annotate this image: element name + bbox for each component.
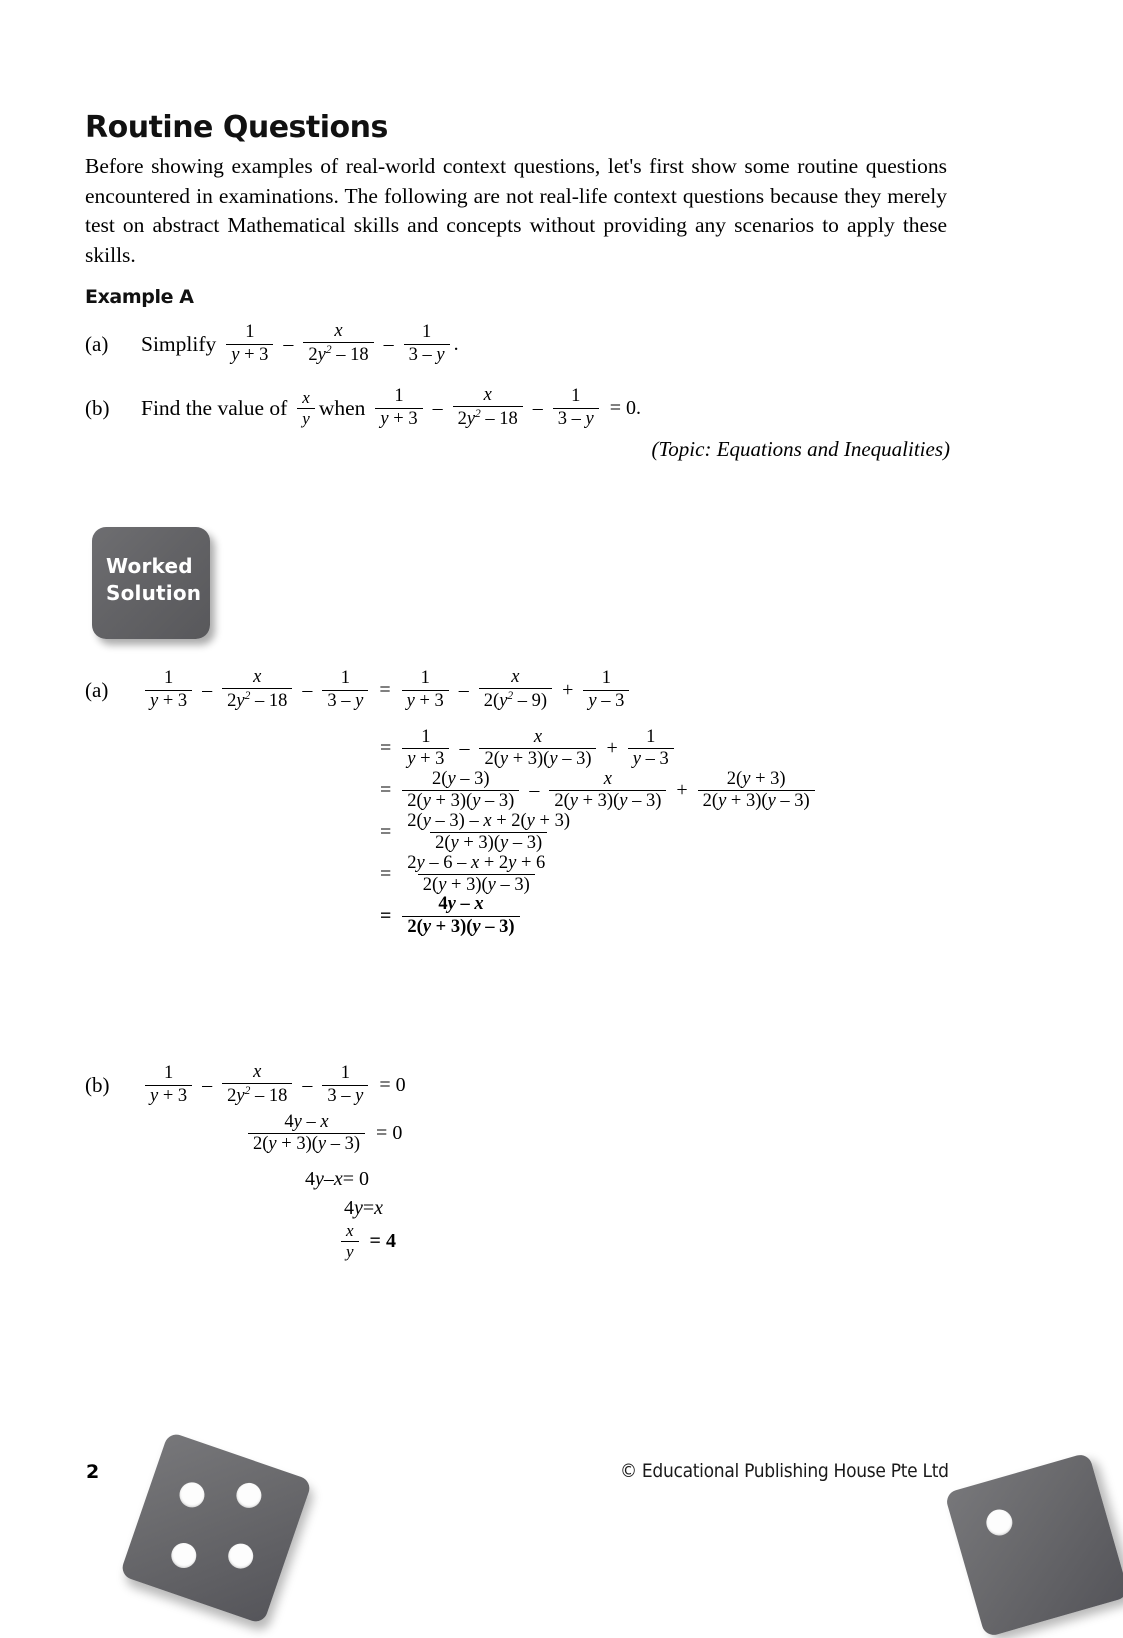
equals-sign: = — [380, 904, 392, 927]
denominator: y + 3 — [375, 408, 422, 429]
worked-solution-line-1: Worked — [106, 554, 193, 578]
operator: – — [529, 779, 540, 802]
numerator: 1 — [421, 322, 432, 343]
solution-b-final-answer — [337, 1222, 403, 1261]
die-pip — [233, 1480, 265, 1512]
numerator: x — [483, 385, 492, 405]
denominator: $2y^2 - 18$ — [222, 1083, 292, 1107]
question-a-fraction-1 — [226, 323, 273, 365]
question-b-prompt-1: Find the value of — [141, 395, 288, 420]
fraction — [402, 854, 550, 896]
question-a-period: . — [453, 332, 459, 355]
operator: – — [302, 678, 313, 701]
denominator: 2(y + 3)(y – 3) — [479, 748, 596, 769]
fraction — [402, 895, 519, 937]
operator: – — [459, 737, 470, 760]
fraction — [145, 669, 192, 711]
numerator: x — [603, 768, 612, 789]
solution-a-line-5 — [373, 854, 819, 896]
fraction — [322, 669, 368, 711]
numerator: 1 — [163, 1063, 174, 1084]
denominator: 2(y + 3)(y – 3) — [549, 790, 666, 811]
denominator: y + 3 — [145, 1085, 192, 1106]
fraction — [583, 669, 629, 711]
denominator: 2(y + 3)(y – 3) — [698, 790, 815, 811]
solution-b-line-3: 4 y – x = 0 — [305, 1168, 370, 1190]
die-pip — [168, 1540, 200, 1572]
denominator: 2(y + 3)(y – 3) — [418, 874, 535, 895]
solution-b-label: (b) — [85, 1072, 110, 1097]
question-b-ratio-xy — [297, 389, 315, 428]
numerator: 2(y – 3) – x + 2(y + 3) — [407, 810, 570, 831]
operator: – — [302, 1073, 313, 1096]
operator: – — [458, 678, 469, 701]
denominator: y + 3 — [402, 748, 449, 769]
fraction — [479, 728, 596, 770]
fraction — [628, 728, 674, 770]
equals-sign: = — [380, 779, 392, 802]
fraction — [402, 669, 449, 711]
operator: + — [562, 678, 574, 701]
operator: – — [202, 678, 213, 701]
operator: + — [606, 737, 618, 760]
die-pip — [983, 1506, 1015, 1538]
question-a — [85, 322, 459, 366]
solution-b-line-4: 4 y = x — [344, 1197, 384, 1219]
fraction — [145, 1064, 192, 1106]
numerator: 1 — [420, 668, 430, 689]
worked-solution-badge — [92, 527, 210, 639]
numerator: x — [302, 387, 310, 407]
numerator: 1 — [163, 668, 174, 689]
operator-minus-2: – — [532, 396, 543, 419]
numerator: 1 — [646, 727, 656, 747]
fraction — [322, 1064, 368, 1106]
fraction — [248, 1113, 365, 1155]
operator: + — [676, 779, 688, 802]
question-b-label: (b) — [85, 395, 110, 420]
denominator: y + 3 — [226, 344, 273, 365]
equals-sign: = — [379, 678, 391, 701]
question-b-prompt-2: when — [318, 395, 366, 420]
denominator: 3 – y — [322, 1085, 368, 1106]
numerator: 1 — [340, 1063, 350, 1084]
die-pip — [176, 1479, 208, 1511]
denominator: 2(y + 3)(y – 3) — [430, 832, 547, 853]
numerator: 1 — [601, 668, 611, 689]
question-b-fraction-1 — [375, 387, 422, 429]
equals-sign: = — [380, 737, 392, 760]
copyright-notice: © Educational Publishing House Pte Ltd — [620, 1460, 949, 1482]
numerator: 4y – x — [438, 894, 484, 915]
fraction — [698, 770, 815, 812]
numerator: 2(y – 3) — [432, 768, 490, 789]
topic-note: (Topic: Equations and Inequalities) — [651, 437, 950, 461]
denominator: 3 – y — [404, 344, 450, 365]
die-one-pip-icon — [944, 1452, 1123, 1638]
solution-a-continuation — [373, 728, 819, 937]
numerator: 4y – x — [284, 1112, 329, 1132]
page-number: 2 — [86, 1461, 100, 1483]
example-heading: Example A — [85, 286, 194, 308]
numerator: 2y – 6 – x + 2y + 6 — [407, 852, 546, 873]
denominator: y — [341, 1241, 359, 1261]
numerator: 1 — [421, 727, 431, 747]
question-b — [85, 386, 648, 430]
solution-b-line-2 — [244, 1113, 409, 1155]
question-a-fraction-3 — [404, 323, 450, 365]
fraction — [479, 668, 552, 712]
denominator: 2(y + 3)(y – 3) — [248, 1133, 365, 1154]
numerator: x — [253, 667, 262, 687]
equals-sign: = — [380, 821, 392, 844]
tail: = 0 — [379, 1073, 406, 1096]
worked-solution-line-2: Solution — [106, 581, 202, 605]
denominator: 3 – y — [322, 690, 368, 711]
solution-a-line-4 — [373, 812, 819, 854]
solution-b-line-1 — [85, 1063, 413, 1107]
question-a-fraction-2 — [303, 322, 373, 366]
numerator: x — [511, 667, 520, 687]
fraction — [341, 1222, 359, 1261]
denominator: 2(y + 3)(y – 3) — [402, 790, 519, 811]
operator-minus-1: – — [283, 332, 294, 355]
numerator: 1 — [394, 386, 404, 407]
solution-a-line-2 — [373, 728, 819, 770]
page-title: Routine Questions — [85, 110, 388, 145]
numerator: 1 — [340, 668, 350, 689]
equals-sign: = — [380, 862, 392, 885]
fraction — [402, 728, 449, 770]
solution-a-final-answer — [373, 895, 819, 937]
fraction — [222, 1063, 292, 1107]
denominator: 3 – y — [553, 408, 599, 429]
numerator: 1 — [245, 322, 255, 343]
fraction — [222, 668, 292, 712]
solution-a-line-1 — [85, 668, 633, 712]
operator-minus-1: – — [432, 396, 443, 419]
tail: = 4 — [369, 1229, 396, 1252]
die-four-pips-icon — [119, 1431, 312, 1624]
numerator: x — [346, 1221, 354, 1240]
denominator: $2y^2 - 18$ — [453, 406, 523, 430]
denominator: y + 3 — [402, 690, 449, 711]
question-b-fraction-3 — [553, 387, 599, 429]
solution-a-label: (a) — [85, 677, 109, 702]
denominator: y — [297, 408, 315, 428]
denominator: $2y^2 - 18$ — [303, 342, 373, 366]
question-b-fraction-2 — [453, 386, 523, 430]
intro-paragraph: Before showing examples of real-world context questions, let's first show some routine questions encountered in examinations. The following are not real-life context questions because they merely test on abstract Mathematical skills and concepts without providing any scenarios to apply these skills. — [85, 154, 947, 267]
denominator: y – 3 — [628, 748, 674, 769]
fraction — [549, 770, 666, 812]
fraction — [402, 770, 519, 812]
operator: – — [202, 1073, 213, 1096]
numerator: 1 — [571, 386, 581, 407]
solution-a-line-3 — [373, 770, 819, 812]
denominator: $2y^2 - 18$ — [222, 688, 292, 712]
question-a-label: (a) — [85, 331, 109, 356]
denominator: y + 3 — [145, 690, 192, 711]
numerator: x — [253, 1062, 262, 1082]
numerator: x — [533, 727, 543, 747]
numerator: x — [334, 321, 343, 341]
denominator: y – 3 — [583, 690, 629, 711]
fraction — [402, 812, 575, 854]
die-pip — [225, 1540, 257, 1572]
tail: = 0 — [376, 1122, 403, 1145]
question-a-prompt: Simplify — [141, 331, 217, 356]
operator-minus-2: – — [383, 332, 394, 355]
denominator: 2(y + 3)(y – 3) — [402, 916, 519, 937]
denominator: $2(y^2 - 9)$ — [479, 688, 552, 712]
numerator: 2(y + 3) — [726, 768, 786, 789]
question-b-tail: = 0. — [609, 396, 642, 419]
